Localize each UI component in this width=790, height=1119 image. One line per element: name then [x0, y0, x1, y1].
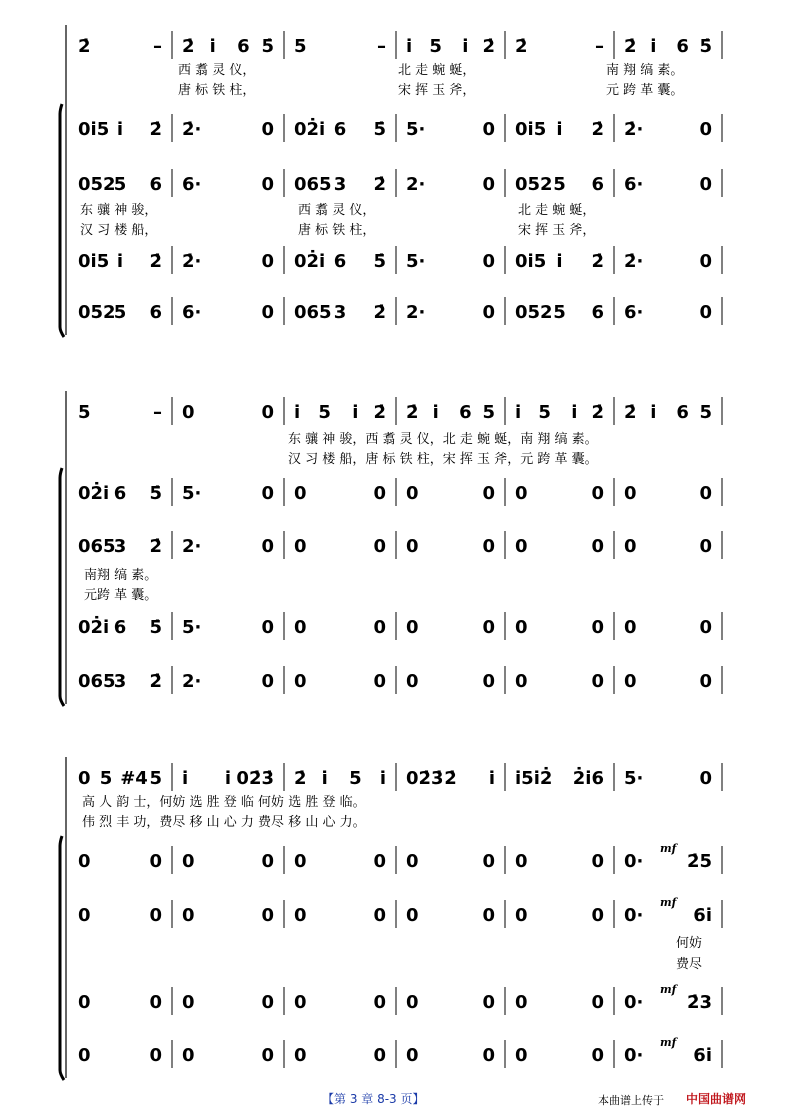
note: 0: [373, 851, 386, 872]
note: 0: [373, 1045, 386, 1066]
note: i̇: [182, 768, 189, 789]
note: 0: [699, 119, 712, 140]
note: 0: [482, 617, 495, 638]
note: 0: [261, 1045, 274, 1066]
note: i̇: [352, 402, 359, 423]
note: 0: [373, 536, 386, 557]
note: i̇: [556, 251, 563, 272]
note: 0: [515, 992, 528, 1013]
note: 6: [676, 36, 689, 57]
site-brand-logo[interactable]: 中国曲谱网: [686, 1092, 747, 1106]
lyric-line: 东 骧 神 骏，: [80, 203, 158, 218]
note: 0i̇5: [515, 119, 547, 140]
note: 3: [113, 671, 127, 692]
note: 0: [406, 671, 419, 692]
lyric-line: 西 翥 灵 仪，: [298, 203, 376, 218]
note: 2̇: [149, 536, 162, 557]
note: 0: [624, 617, 637, 638]
note: 0: [515, 483, 528, 504]
note: 2̇: [591, 402, 604, 423]
note: 0·: [624, 992, 644, 1013]
note: 0: [515, 671, 528, 692]
note: 0: [294, 1045, 307, 1066]
note: 0: [373, 671, 386, 692]
note: 5: [318, 402, 331, 423]
lyric-line: 伟 烈 丰 功，费尽 移 山 心 力 费尽 移 山 心 力。: [82, 815, 366, 830]
note: #4: [120, 768, 148, 789]
note: 02̇i̇: [294, 251, 326, 272]
note: 0: [515, 851, 528, 872]
note: 2·: [182, 671, 202, 692]
note: 0: [294, 671, 307, 692]
note: 0: [591, 992, 604, 1013]
note: 065: [294, 302, 332, 323]
note: 6i̇: [693, 1045, 712, 1066]
note: 2̇: [149, 119, 162, 140]
note: 5̇: [373, 251, 386, 272]
lyric-line: 何妨: [676, 936, 703, 951]
note: 0: [261, 483, 274, 504]
note: 2̇: [591, 119, 604, 140]
note: 5̇: [149, 483, 162, 504]
note: 052: [78, 302, 116, 323]
choir-bracket: [60, 104, 64, 337]
note: 0: [482, 483, 495, 504]
note: 2·: [182, 536, 202, 557]
note: 0: [182, 402, 195, 423]
lyric-line: 汉 习 楼 船，唐 标 铁 柱，宋 挥 玉 斧，元 跨 革 囊。: [288, 452, 598, 467]
note: 2̇: [373, 174, 386, 195]
note: 5·: [182, 617, 202, 638]
lyric-line: 唐 标 铁 柱，: [178, 83, 256, 98]
note: 6: [333, 251, 347, 272]
choir-bracket: [60, 468, 64, 706]
lyric-line: 元跨 革 囊。: [84, 588, 158, 603]
upload-credit: 本曲谱上传于: [598, 1094, 664, 1107]
note: 6·: [182, 174, 202, 195]
note: 5·: [624, 768, 644, 789]
note: 0: [294, 483, 307, 504]
note: 0: [406, 1045, 419, 1066]
note: 02̇3̇: [236, 768, 274, 789]
note: –: [595, 36, 604, 57]
note: 5: [538, 402, 551, 423]
note: 0: [261, 851, 274, 872]
note: 0: [406, 536, 419, 557]
note: 6: [149, 302, 162, 323]
note: 6: [333, 119, 347, 140]
note: 0: [591, 483, 604, 504]
note: 0: [699, 483, 712, 504]
note: 0: [373, 617, 386, 638]
note: i̇: [515, 402, 522, 423]
note: 6·: [182, 302, 202, 323]
note: 0: [482, 992, 495, 1013]
page-footer: 【第 3 章 8-3 页】: [322, 1092, 425, 1106]
note: 6: [591, 302, 604, 323]
note: 0: [149, 851, 162, 872]
dynamic-mark: mf: [660, 983, 677, 996]
note: 0: [624, 671, 637, 692]
lyric-line: 西 翥 灵 仪，: [178, 63, 256, 78]
note: 0: [373, 905, 386, 926]
note: 2̇5: [686, 851, 712, 872]
note: 0: [182, 992, 195, 1013]
note: i̇: [488, 768, 495, 789]
note: 0: [149, 992, 162, 1013]
note: 0i̇5: [515, 251, 547, 272]
lyric-line: 汉 习 楼 船，: [80, 223, 158, 238]
note: 0: [591, 851, 604, 872]
note: 0: [699, 174, 712, 195]
note: 02̇i̇: [294, 119, 326, 140]
note: 5̇: [373, 119, 386, 140]
note: 2̇: [624, 402, 637, 423]
note: 5: [553, 174, 566, 195]
note: 2̇·: [182, 119, 202, 140]
note: i̇: [116, 251, 124, 272]
note: 0: [373, 483, 386, 504]
note: 0: [482, 851, 495, 872]
note: 0: [149, 1045, 162, 1066]
note: i̇: [571, 402, 578, 423]
note: 0: [261, 992, 274, 1013]
note: i̇: [116, 119, 124, 140]
note: 6: [459, 402, 472, 423]
note: 02̇i̇: [78, 617, 110, 638]
note: 5·: [406, 251, 426, 272]
note: 0: [182, 851, 195, 872]
note: 0: [482, 251, 495, 272]
note: 0: [515, 1045, 528, 1066]
note: 5̇: [699, 36, 712, 57]
note: 5: [482, 402, 495, 423]
note: 0: [261, 671, 274, 692]
note: i̇5i̇2̇: [515, 768, 553, 789]
note: 6: [591, 174, 604, 195]
note: 3: [113, 536, 127, 557]
note: 0: [261, 617, 274, 638]
note: 2̇: [406, 402, 419, 423]
note: 0: [482, 119, 495, 140]
note: 0: [699, 671, 712, 692]
note: 3: [333, 302, 347, 323]
note: 2̇·: [624, 119, 644, 140]
note: 065: [78, 536, 116, 557]
note: 0: [182, 1045, 195, 1066]
lyric-line: 北 走 蜿 蜒，: [398, 63, 476, 78]
note: 065: [78, 671, 116, 692]
note: 0: [406, 617, 419, 638]
note: 0: [78, 1045, 91, 1066]
note: 6: [676, 402, 689, 423]
choir-bracket: [60, 836, 64, 1080]
note: i̇: [224, 768, 232, 789]
note: 0: [294, 536, 307, 557]
note: 0: [373, 992, 386, 1013]
note: 2̇: [78, 36, 91, 57]
note: 0: [624, 483, 637, 504]
note: 0: [406, 483, 419, 504]
lyric-line: 北 走 蜿 蜒，: [518, 203, 596, 218]
note: 2̇·: [182, 251, 202, 272]
note: 5: [113, 302, 127, 323]
note: 5: [553, 302, 566, 323]
note: 5: [99, 768, 113, 789]
note: i̇: [462, 36, 469, 57]
note: 0: [294, 851, 307, 872]
note: 2̇: [149, 251, 162, 272]
note: 3: [333, 174, 347, 195]
note: 2̇·: [624, 251, 644, 272]
note: 6: [149, 174, 162, 195]
note: 0: [261, 905, 274, 926]
note: i̇: [650, 36, 657, 57]
note: 6i̇: [693, 905, 712, 926]
note: 2·: [406, 174, 426, 195]
note: 5: [113, 174, 127, 195]
note: 2̇: [482, 36, 495, 57]
note: 0: [699, 768, 712, 789]
note: 0: [294, 992, 307, 1013]
note: 2̇: [149, 671, 162, 692]
note: 6·: [624, 174, 644, 195]
note: 6: [113, 483, 127, 504]
note: i̇: [406, 36, 413, 57]
note: 2̇: [444, 768, 457, 789]
lyric-line: 东 骧 神 骏，西 翥 灵 仪，北 走 蜿 蜒，南 翔 缟 素。: [288, 432, 598, 447]
note: 5: [294, 36, 307, 57]
note: 0·: [624, 851, 644, 872]
note: 0: [78, 768, 91, 789]
note: 0: [699, 536, 712, 557]
note: 052: [515, 302, 553, 323]
note: 0: [406, 992, 419, 1013]
note: 0: [261, 536, 274, 557]
note: 0: [591, 905, 604, 926]
note: 0: [261, 402, 274, 423]
lyric-line: 南翔 缟 素。: [84, 568, 158, 583]
note: 2̇: [624, 36, 637, 57]
note: 0: [261, 119, 274, 140]
note: 5: [78, 402, 91, 423]
note: 0i̇5: [78, 251, 110, 272]
note: 2·: [406, 302, 426, 323]
note: i̇: [432, 402, 439, 423]
note: 0: [406, 905, 419, 926]
note: i̇: [209, 36, 216, 57]
dynamic-mark: mf: [660, 896, 677, 909]
note: 5: [349, 768, 362, 789]
note: 0: [78, 992, 91, 1013]
note: i̇: [650, 402, 657, 423]
note: 2̇: [591, 251, 604, 272]
note: 2̇: [294, 768, 307, 789]
note: 052: [515, 174, 553, 195]
note: –: [153, 402, 162, 423]
note: 6·: [624, 302, 644, 323]
note: 0: [699, 251, 712, 272]
lyric-line: 高 人 韵 士，何妨 选 胜 登 临 何妨 选 胜 登 临。: [82, 795, 366, 810]
note: i̇: [556, 119, 563, 140]
note: 0: [591, 617, 604, 638]
note: 02̇3̇: [406, 768, 444, 789]
note: 0: [515, 905, 528, 926]
note: 0: [294, 905, 307, 926]
note: 0·: [624, 905, 644, 926]
note: i̇: [294, 402, 301, 423]
note: 5̇: [261, 36, 274, 57]
note: 0·: [624, 1045, 644, 1066]
dynamic-mark: mf: [660, 1036, 677, 1049]
note: 5·: [406, 119, 426, 140]
note: 0: [78, 905, 91, 926]
lyric-line: 唐 标 铁 柱，: [298, 223, 376, 238]
note: 2̇3: [686, 992, 712, 1013]
note: 0: [482, 536, 495, 557]
note: 6: [237, 36, 250, 57]
note: 2̇: [515, 36, 528, 57]
note: –: [153, 36, 162, 57]
note: 0: [624, 536, 637, 557]
note: 065: [294, 174, 332, 195]
note: 0: [482, 1045, 495, 1066]
note: 0: [591, 536, 604, 557]
lyric-line: 宋 挥 玉 斧，: [398, 83, 476, 98]
note: 0: [261, 302, 274, 323]
note: 5: [429, 36, 442, 57]
note: 0: [515, 536, 528, 557]
note: 2̇i̇6: [572, 768, 604, 789]
note: 0: [78, 851, 91, 872]
note: 0: [482, 174, 495, 195]
note: i̇: [379, 768, 386, 789]
note: 2̇: [373, 402, 386, 423]
note: 0: [261, 251, 274, 272]
note: 0: [482, 671, 495, 692]
note: 0: [482, 905, 495, 926]
note: 0: [294, 617, 307, 638]
note: 0: [699, 302, 712, 323]
note: 0: [515, 617, 528, 638]
note: 0: [261, 174, 274, 195]
note: 0: [406, 851, 419, 872]
note: 0: [699, 617, 712, 638]
note: 0: [182, 905, 195, 926]
note: 5: [149, 768, 162, 789]
note: 2̇: [182, 36, 195, 57]
note: 0: [591, 1045, 604, 1066]
note: 5: [699, 402, 712, 423]
note: 0i̇5: [78, 119, 110, 140]
note: –: [377, 36, 386, 57]
lyric-line: 南 翔 缟 素。: [606, 63, 684, 78]
note: 0: [149, 905, 162, 926]
note: 6: [113, 617, 127, 638]
lyric-line: 宋 挥 玉 斧，: [518, 223, 596, 238]
note: 5·: [182, 483, 202, 504]
note: 0: [591, 671, 604, 692]
note: 2̇: [373, 302, 386, 323]
lyric-line: 元 跨 革 囊。: [606, 83, 684, 98]
note: 052: [78, 174, 116, 195]
note: 02̇i̇: [78, 483, 110, 504]
dynamic-mark: mf: [660, 842, 677, 855]
note: 5̇: [149, 617, 162, 638]
lyric-line: 费尽: [676, 957, 703, 972]
note: 0: [482, 302, 495, 323]
note: i̇: [321, 768, 328, 789]
